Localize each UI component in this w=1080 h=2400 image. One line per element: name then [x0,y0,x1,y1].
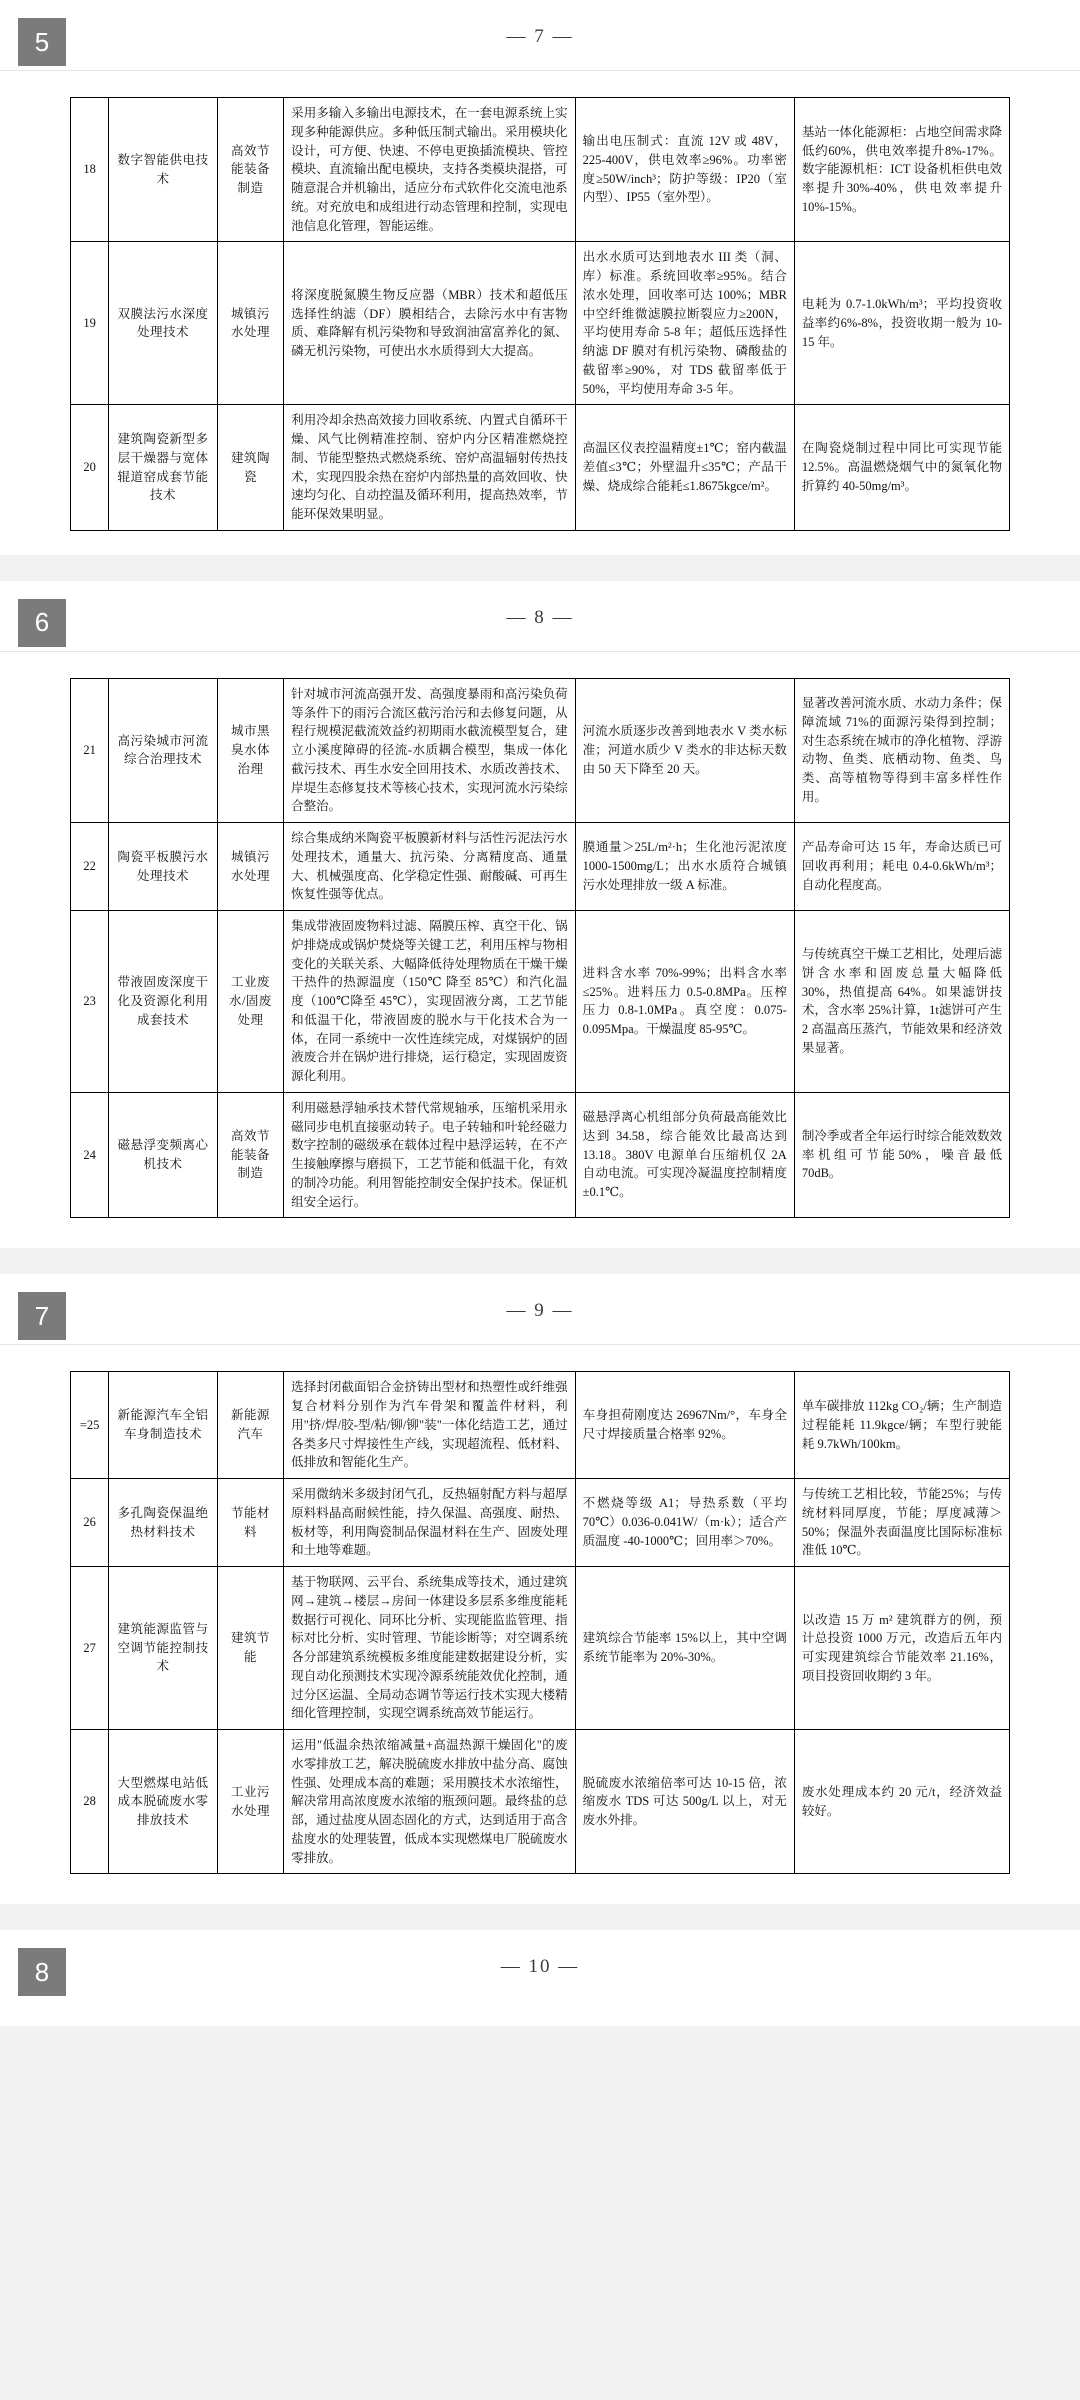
page-badge: 5 [18,18,66,66]
page-number: — 10 — [500,1956,580,1978]
tech-field: 城镇污水处理 [217,823,283,911]
document-page-8 [0,1930,1080,2026]
tech-description: 利用磁悬浮轴承技术替代常规轴承，压缩机采用永磁同步电机直接驱动转子。电子转轴和叶轮经磁力数字控制的磁级承在载体过程中悬浮运转，在不产生接触摩擦与磨损下，工艺节能和低温干化，有效的制冷功能。利用智能控制安全保护技术。保证机组安全运行。 [284,1092,576,1218]
tech-name: 建筑能源监管与空调节能控制技术 [109,1567,218,1730]
tech-field: 节能材料 [217,1479,283,1567]
tech-index: 出水水质可达到地表水 III 类（洞、库）标准。系统回收率≥95%。结合浓水处理，回收率可达 100%；MBR 中空纤维微滤膜拉断裂应力≥200N，平均使用寿命 5-8 年；超低压选择性纳滤 DF 膜对有机污染物、磷酸盐的截留率≥90%，对 TDS 截留率低于 50%，平均使用寿命 3-5 年。 [575,242,794,405]
tech-benefit: 制冷季或者全年运行时综合能效数效率机组可节能50%，噪音最低 70dB。 [794,1092,1009,1218]
tech-field: 工业废水/固废处理 [217,911,283,1093]
document-page-7 [0,1274,1080,1904]
tech-benefit: 以改造 15 万 m² 建筑群方的例，预计总投资 1000 万元，改造后五年内可实现建筑综合节能效率 21.16%，项目投资回收期约 3 年。 [794,1567,1009,1730]
document-page-5 [0,0,1080,555]
tech-benefit: 与传统真空干燥工艺相比，处理后滤饼含水率和固废总量大幅降低 30%，热值提高 64%。如果滤饼技术，含水率 25%计算，1t滤饼可产生 2 高温高压蒸汽，节能效果和经济效果显著。 [794,911,1009,1093]
tech-field: 工业污水处理 [217,1730,283,1874]
page-badge: 7 [18,1292,66,1340]
tech-description: 综合集成纳米陶瓷平板膜新材料与活性污泥法污水处理技术，通量大、抗污染、分离精度高、通量大、机械强度高、化学稳定性强、耐酸碱、可再生恢复性强等优点。 [284,823,576,911]
row-number: 21 [71,678,109,822]
tech-index: 河流水质逐步改善到地表水 V 类水标准；河道水质少 V 类水的非达标天数由 50 天下降至 20 天。 [575,678,794,822]
tech-index: 建筑综合节能率 15%以上，其中空调系统节能率为 20%-30%。 [575,1567,794,1730]
row-number: 24 [71,1092,109,1218]
table-row [71,1372,1010,1479]
tech-benefit: 与传统工艺相比较，节能25%；与传统材料同厚度，节能；厚度减薄＞50%；保温外表面温度比国际标准标准低 10℃。 [794,1479,1009,1567]
header-divider [0,1344,1080,1345]
tech-field: 高效节能装备制造 [217,1092,283,1218]
tech-index: 脱硫废水浓缩倍率可达 10-15 倍，浓缩废水 TDS 可达 500g/L 以上，对无废水外排。 [575,1730,794,1874]
header-divider [0,651,1080,652]
tech-benefit: 基站一体化能源柜：占地空间需求降低约60%，供电效率提升8%-17%。数字能源机柜：ICT 设备机柜供电效率提升30%-40%，供电效率提升10%-15%。 [794,98,1009,242]
tech-benefit: 电耗为 0.7-1.0kWh/m³；平均投资收益率约6%-8%，投资收期一般为 10-15 年。 [794,242,1009,405]
page-number: — 8 — [506,606,574,628]
tech-field: 高效节能装备制造 [217,98,283,242]
tech-description: 将深度脱氮膜生物反应器（MBR）技术和超低压选择性纳滤（DF）膜相结合，去除污水中有害物质、难降解有机污染物和导致润油富富养化的氮、磷无机污染物，可使出水水质得到大大提高。 [284,242,576,405]
tech-field: 城市黑臭水体治理 [217,678,283,822]
row-number: 20 [71,405,109,531]
tech-field: 建筑陶瓷 [217,405,283,531]
tech-name: 大型燃煤电站低成本脱硫废水零排放技术 [109,1730,218,1874]
tech-index: 高温区仪表控温精度±1℃；窑内截温差值≤3℃；外壁温升≤35℃；产品干燥、烧成综合能耗≤1.8675kgce/m²。 [575,405,794,531]
table-row [71,911,1010,1093]
tech-name: 数字智能供电技术 [109,98,218,242]
tech-index: 膜通量＞25L/m²·h；生化池污泥浓度 1000-1500mg/L；出水水质符合城镇污水处理排放一级 A 标准。 [575,823,794,911]
page-number: — 7 — [506,26,574,47]
tech-name: 双膜法污水深度处理技术 [109,242,218,405]
tech-field: 新能源汽车 [217,1372,283,1479]
tech-name: 高污染城市河流综合治理技术 [109,678,218,822]
table-row [71,1092,1010,1218]
table-row [71,405,1010,531]
tech-index: 输出电压制式：直流 12V 或 48V，225-400V，供电效率≥96%。功率密度≥50W/inch³；防护等级：IP20（室内型）、IP55（室外型）。 [575,98,794,242]
header-divider [0,70,1080,71]
tech-name: 新能源汽车全铝车身制造技术 [109,1372,218,1479]
tech-name: 磁悬浮变频离心机技术 [109,1092,218,1218]
tech-name: 建筑陶瓷新型多层干燥器与宽体辊道窑成套节能技术 [109,405,218,531]
row-number: 18 [71,98,109,242]
technology-table-page-8 [70,678,1010,1219]
tech-description: 针对城市河流高强开发、高强度暴雨和高污染负荷等条件下的雨污合流区截污治污和去修复问题，从程行规模泥截流效益约初期雨水截流模型复合，建立小溪度障碍的径流-水质耦合模型，集成一体化截污技术、再生水安全回用技术、水质改善技术、岸堤生态修复技术等核心技术，实现河流水污染综合整治。 [284,678,576,822]
row-number: 22 [71,823,109,911]
row-number: 26 [71,1479,109,1567]
table-row [71,98,1010,242]
page-badge: 8 [18,1948,66,1996]
tech-description: 采用多输入多输出电源技术，在一套电源系统上实现多种能源供应。多种低压制式输出。采用模块化设计，可方便、快速、不停电更换插流模块、管控模块、直流输出配电模块，支持各类模块混搭，可随意混合并机输出，适应分布式软件化交流电池系统。对充放电和成组进行动态管理和控制，实现电池信息化管理，智能运维。 [284,98,576,242]
row-number: 19 [71,242,109,405]
row-number: 23 [71,911,109,1093]
tech-name: 带液固废深度干化及资源化利用成套技术 [109,911,218,1093]
tech-description: 基于物联网、云平台、系统集成等技术，通过建筑网→建筑→楼层→房间一体建设多层系多维度能耗数据行可视化、同环比分析、实现能监监管理、指标对比分析、实时管理、节能诊断等；对空调系统各分部建筑系统模板多维度能建数据建设分析，实现自动化预测技术实现冷源系统能效优化控制，通过分区运温、全局动态调节等运行技术实现大楼精细化管理控制，实现空调系统高效节能运行。 [284,1567,576,1730]
tech-benefit: 废水处理成本约 20 元/t，经济效益较好。 [794,1730,1009,1874]
tech-field: 城镇污水处理 [217,242,283,405]
document-page-6 [0,581,1080,1249]
table-row [71,1479,1010,1567]
tech-index: 磁悬浮离心机组部分负荷最高能效比达到 34.58，综合能效比最高达到 13.18。380V 电源单台压缩机仅 2A 自动电流。可实现冷凝温度控制精度±0.1℃。 [575,1092,794,1218]
tech-description: 采用微纳米多级封闭气孔，反热辐射配方料与超厚原料料晶高耐候性能，持久保温、高强度、耐热、板材等，利用陶瓷制品保温材料在生产、固废处理和土地等难题。 [284,1479,576,1567]
tech-name: 陶瓷平板膜污水处理技术 [109,823,218,911]
tech-index: 进料含水率 70%-99%；出料含水率≤25%。进料压力 0.5-0.8MPa。压榨压力 0.8-1.0MPa。真空度：0.075-0.095Mpa。干燥温度 85-95℃。 [575,911,794,1093]
table-row [71,678,1010,822]
table-row [71,1567,1010,1730]
tech-benefit: 在陶瓷烧制过程中同比可实现节能 12.5%。高温燃烧烟气中的氮氧化物折算约 40-50mg/m³。 [794,405,1009,531]
tech-index: 不燃烧等级 A1；导热系数（平均 70℃）0.036-0.041W/（m·k）；适合产质温度 -40-1000℃；回用率＞70%。 [575,1479,794,1567]
page-number: — 9 — [506,1300,574,1322]
tech-description: 集成带液固废物料过滤、隔膜压榨、真空干化、锅炉排烧成或锅炉焚烧等关键工艺，利用压榨与物相变化的关联关系、大幅降低待处理物质在干燥干燥干热件的热源温度（150℃ 降至 85℃）和汽化温度（100℃降至 45℃），实现固液分离，工艺节能和低温干化，带液固废的脱水与干化技术合为一体，在同一系统中一次性连续完成，对煤锅炉的固液废合并在锅炉进行排烧，运行稳定，实现固废资源化利用。 [284,911,576,1093]
page-badge: 6 [18,599,66,647]
technology-table-page-7 [70,97,1010,531]
table-row [71,823,1010,911]
row-number: 27 [71,1567,109,1730]
tech-benefit: 产品寿命可达 15 年，寿命达质已可回收再利用；耗电 0.4-0.6kWh/m³；自动化程度高。 [794,823,1009,911]
tech-benefit: 单车碳排放 112kg CO₂/辆；生产制造过程能耗 11.9kgce/辆；车型行驶能耗 9.7kWh/100km。 [794,1372,1009,1479]
row-number: 28 [71,1730,109,1874]
tech-description: 选择封闭截面铝合金挤铸出型材和热塑性或纤维强复合材料分别作为汽车骨架和覆盖件材料，利用"挤/焊/胶-型/粘/铆/铆"装"一体化结造工艺，通过各类多尺寸焊接性生产线，实现超流程、低材料、低排放和智能化生产。 [284,1372,576,1479]
technology-table-page-9 [70,1371,1010,1874]
row-number: =25 [71,1372,109,1479]
tech-description: 利用冷却余热高效接力回收系统、内置式自循环干燥、风气比例精准控制、窑炉内分区精准燃烧控制、节能型整热式燃烧系统、窑炉高温辐射传热技术，实现四股余热在窑炉内部热量的高效回收、快速均匀化、自动控温及循环利用，提高热效率，节能环保效果明显。 [284,405,576,531]
tech-field: 建筑节能 [217,1567,283,1730]
table-row [71,242,1010,405]
tech-benefit: 显著改善河流水质、水动力条件；保障流域 71%的面源污染得到控制；对生态系统在城市的净化植物、浮游动物、鱼类、底栖动物、鱼类、鸟类、高等植物等得到丰富多样性作用。 [794,678,1009,822]
tech-name: 多孔陶瓷保温绝热材料技术 [109,1479,218,1567]
tech-description: 运用"低温余热浓缩减量+高温热源干燥固化"的废水零排放工艺，解决脱硫废水排放中盐分高、腐蚀性强、处理成本高的难题；采用膜技术水浓缩性，解决常用高浓度废水浓缩的瓶颈问题。最终盐的总部，通过盐度从固态固化的方式，达到适用于高含盐度水的处理装置，低成本实现燃煤电厂脱硫废水零排放。 [284,1730,576,1874]
table-row [71,1730,1010,1874]
tech-index: 车身担荷刚度达 26967Nm/°，车身全尺寸焊接质量合格率 92%。 [575,1372,794,1479]
